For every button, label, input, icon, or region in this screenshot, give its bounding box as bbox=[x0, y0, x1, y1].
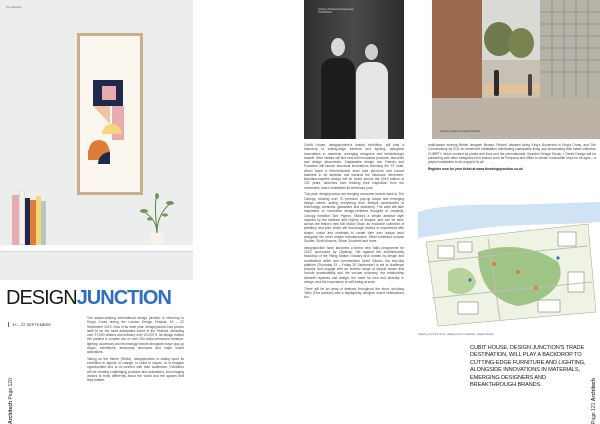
paragraph: designjunction have launched a brand new Talks programme for 2019, sponsored by Citysnap. Set against the architecturally backdrop of the Filling Station Granary and curated by design and architecture writer and commentator Grant Gibson, the four-day platform (Thursday 19 – Friday 20 September) is set to challenge provoke and engage with an eclectic range of topical issues that include sustainability and the circular economy, the relationship between dyslexia and design, the need for new and diversity in design, and the importance of well-being at work. bbox=[304, 245, 404, 284]
building-windows bbox=[540, 0, 600, 100]
column-1 bbox=[87, 316, 184, 385]
person-figure bbox=[494, 70, 499, 96]
square-photo bbox=[432, 0, 600, 139]
map-illustration bbox=[418, 202, 600, 330]
portrait-photo bbox=[304, 0, 404, 139]
framed-print bbox=[77, 33, 143, 195]
art-photo bbox=[0, 0, 193, 280]
photo-credit: Tom Mayston bbox=[6, 6, 22, 9]
plant-icon bbox=[139, 193, 175, 233]
spine-right bbox=[591, 378, 597, 424]
tree bbox=[508, 28, 534, 58]
page-number: Page 121 bbox=[591, 402, 597, 424]
person-figure bbox=[365, 44, 378, 60]
person-figure bbox=[331, 38, 345, 56]
paragraph: multi-award winning British designer Benaut Pickard, situated along King's Boulevard in King's Cross, and The Conservatory by CU1 an immersive installation celebrating sustainable living and showcasing their latest collection CUBEPY, which curated by plants and food and the internationals. Swedish Design Studio + Derek Design will be partnering with other designers from brands such as Porquera and Milan to create 'meanwhile' keys for all ages – a playful installation to be enjoyed by all. bbox=[428, 143, 596, 164]
headline bbox=[6, 287, 171, 309]
person-figure bbox=[528, 74, 532, 96]
wall-shelf bbox=[0, 245, 193, 252]
paragraph: Cubitt House, designjunction's hosted exhibition, will play a backdrop to cutting-edge furniture and lighting, alongside innovations in materials, emerging designers and breakthrough brands. Here visitors will find new and innovative products, launches and design discoveries. Sustainable design duo Friends and Founders will launch structural innovations including the FF chair, which fuses a thermoformed steel tube structure and curved backrest in an abstract nod towards the Bauhaus movement. Bauhaus-inspired design will be found across the 2019 edition of 100 years, launches from thinking their inspiration from the movement, which celebrates its centenary year. bbox=[304, 143, 404, 190]
square-caption: Granary Square by Daisuri Pickard bbox=[440, 130, 481, 133]
plant-pot bbox=[150, 232, 164, 245]
brand-name: Architech bbox=[8, 400, 14, 424]
paragraph: There will be an array of features throughout the show including Talks (Flux pavilion) and a highlighting designer brand celebrations too. bbox=[304, 286, 404, 299]
abstract-art-icon bbox=[80, 36, 140, 192]
headline-part1: DESIGN bbox=[6, 287, 77, 309]
pull-quote: CUBIT HOUSE, DESIGN JUNCTION'S TRADE DESTINATION, WILL PLAY A BACKDROP TO CUTTING-EDGE FURNITURE AND LIGHTING, ALONGSIDE INNOVATIONS IN MATERIALS, EMERGING DESIGNERS AND BREAKTHROUGH BRANDS. bbox=[470, 345, 586, 389]
brand-name: Architech bbox=[591, 378, 597, 402]
paragraph: The award-winning international design junction is returning to King's Cross during the London Design Festival, 19 – 22 September 2019. Now in its ninth year, designjunction has proven itself to be the most anticipated event of the Festival, attracting over 27,000 visitors and industry over 20,000 ft. Its design edition will present a curated mix of over 200 world-renowned furniture, lighting, accessory and technology brands alongside major pop-up shops, exhibitions, temporary structures and major brand activations. bbox=[87, 316, 184, 354]
headline-part2: JUNCTION bbox=[76, 287, 171, 309]
map-caption: Drawing of King's Cross, designjunction exhibition. Charles Beard bbox=[418, 333, 494, 336]
kings-cross-drawing-icon bbox=[418, 202, 600, 330]
spine-left bbox=[8, 378, 14, 424]
column-2 bbox=[304, 143, 404, 302]
paragraph: Taking on the theme (Relax), designjunction is calling upon its exhibition to agents of change, to react to issues, to re-imagine opportunities and to re-connect with their audiences. Exhibitors will be creating challenging products and activations, encouraging visitors to think differently about the world and the spaces that they inhabit. bbox=[87, 356, 184, 382]
register-link[interactable]: Register now for your ticket at www.thedesignjunction.co.uk bbox=[428, 166, 523, 171]
portrait-caption: Anthony Pickard and Daseinee PORTOLET bbox=[318, 8, 354, 15]
book bbox=[41, 201, 46, 245]
book bbox=[12, 195, 19, 245]
page-number: Page 120 bbox=[8, 378, 14, 400]
person-body bbox=[356, 62, 388, 139]
column-3 bbox=[428, 143, 596, 174]
person-body bbox=[321, 58, 355, 139]
paragraph: This year, designjunction are bringing consumer brands back to The Canopy, housing over 70 premium pop-up shops and emerging design labels, selling everything from lifestyle accessories to technology, ceramics, glassware and stationery. The area will take inspiration on innovative design-centered thoughts of creativity. Canopy exhibitor Tom Pigeon, Tallow's a simple abstract style inspired by the balance and rhythm of shapes, and can be seen across the brand's new Mix Match Shop: an exclusive collection of jewellery and print which will encourage visitors to experiment with shape, colour and materials to curate their own unique work alongside the other unique manufacturers. Other exhibitors include Docket, Skuft Wovens, Stilton Zucchetti and more. bbox=[304, 192, 404, 243]
event-date: 19 – 22 SEPTEMBER bbox=[12, 322, 52, 327]
date-line bbox=[8, 322, 51, 327]
